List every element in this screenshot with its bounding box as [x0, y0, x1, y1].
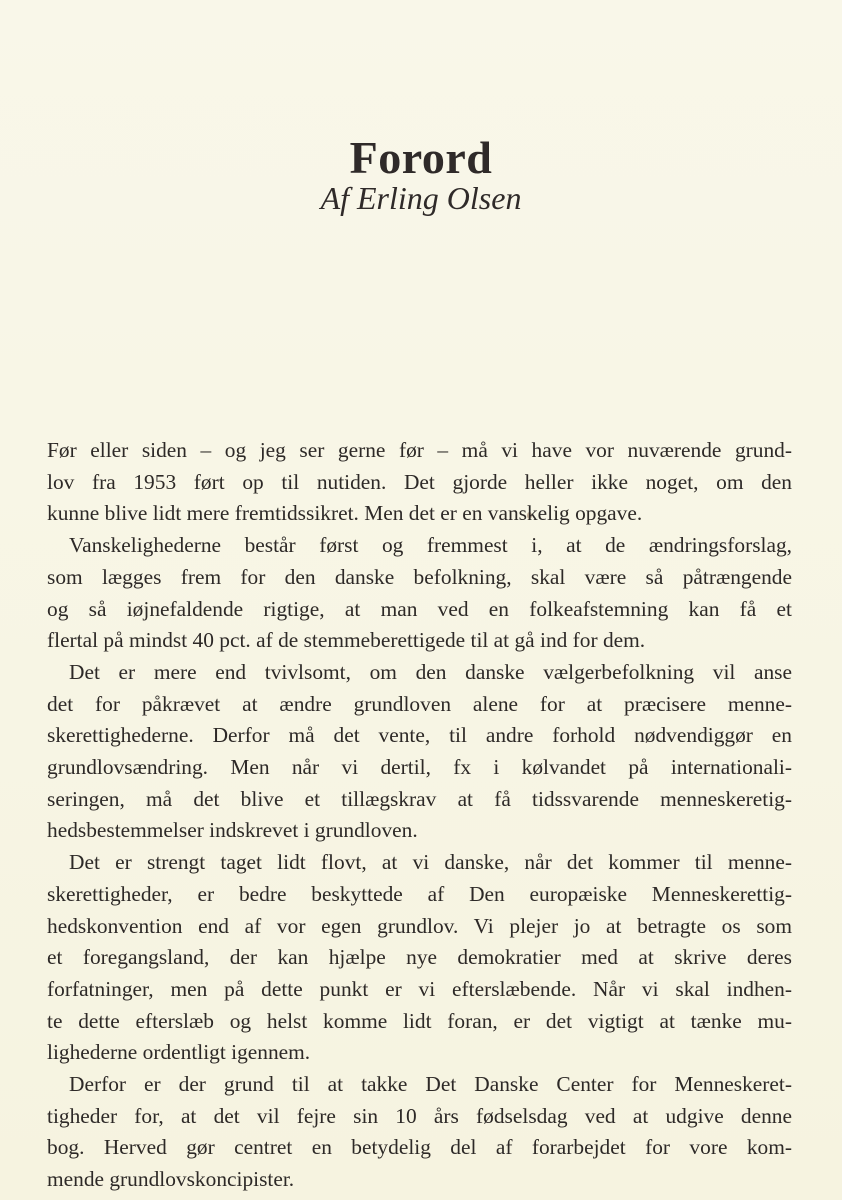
- text-line: hedsbestemmelser indskrevet i grundloven.: [47, 818, 418, 843]
- paragraph: [47, 530, 792, 657]
- text-line: bog. Herved gør centret en betydelig del af forarbejdet for vore kom-: [47, 1135, 792, 1160]
- author-byline: Af Erling Olsen: [320, 180, 522, 216]
- text-line: Derfor er der grund til at takke Det Danske Center for Menneskeret-: [69, 1072, 792, 1097]
- body-text: [47, 435, 792, 1196]
- text-line: hedskonvention end af vor egen grundlov. Vi plejer jo at betragte os som: [47, 913, 792, 938]
- text-line: tigheder for, at det vil fejre sin 10 års fødselsdag ved at udgive denne: [47, 1103, 792, 1128]
- page-title: Forord: [349, 131, 493, 183]
- text-line: det for påkrævet at ændre grundloven alene for at præcisere menne-: [47, 691, 792, 716]
- text-line: mende grundlovskoncipister.: [47, 1167, 295, 1192]
- text-line: te dette efterslæb og helst komme lidt foran, er det vigtigt at tænke mu-: [47, 1008, 792, 1033]
- text-line: kunne blive lidt mere fremtidssikret. Men det er en vanskelig opgave.: [47, 501, 643, 526]
- text-line: lighederne ordentligt igennem.: [47, 1040, 311, 1065]
- paragraph: [47, 847, 792, 1069]
- text-line: som lægges frem for den danske befolkning, skal være så påtrængende: [47, 564, 792, 589]
- text-line: Det er strengt taget lidt flovt, at vi danske, når det kommer til menne-: [69, 850, 792, 875]
- text-line: skerettigheder, er bedre beskyttede af Den europæiske Menneskerettig-: [47, 881, 792, 906]
- text-line: lov fra 1953 ført op til nutiden. Det gjorde heller ikke noget, om den: [47, 469, 792, 494]
- text-line: seringen, må det blive et tillægskrav at få tidssvarende menneskeretig-: [47, 786, 792, 811]
- text-line: og så iøjnefaldende rigtige, at man ved en folkeafstemning kan få et: [47, 596, 792, 621]
- text-line: et foregangsland, der kan hjælpe nye demokratier med at skrive deres: [47, 945, 792, 970]
- paragraph: [47, 657, 792, 847]
- text-line: Før eller siden – og jeg ser gerne før – må vi have vor nuværende grund-: [47, 438, 792, 462]
- paragraph: [47, 435, 792, 530]
- text-line: Det er mere end tvivlsomt, om den danske vælgerbefolkning vil anse: [69, 659, 792, 684]
- text-line: Vanskelighederne består først og fremmest i, at de ændringsforslag,: [69, 533, 792, 558]
- text-line: grundlovsændring. Men når vi dertil, fx i kølvandet på internationali-: [47, 755, 792, 780]
- text-line: skerettighederne. Derfor må det vente, til andre forhold nødvendiggør en: [47, 723, 792, 748]
- text-line: flertal på mindst 40 pct. af de stemmeberettigede til at gå ind for dem.: [47, 628, 646, 653]
- paragraph: [47, 1069, 792, 1196]
- text-line: forfatninger, men på dette punkt er vi efterslæbende. Når vi skal indhen-: [47, 976, 792, 1001]
